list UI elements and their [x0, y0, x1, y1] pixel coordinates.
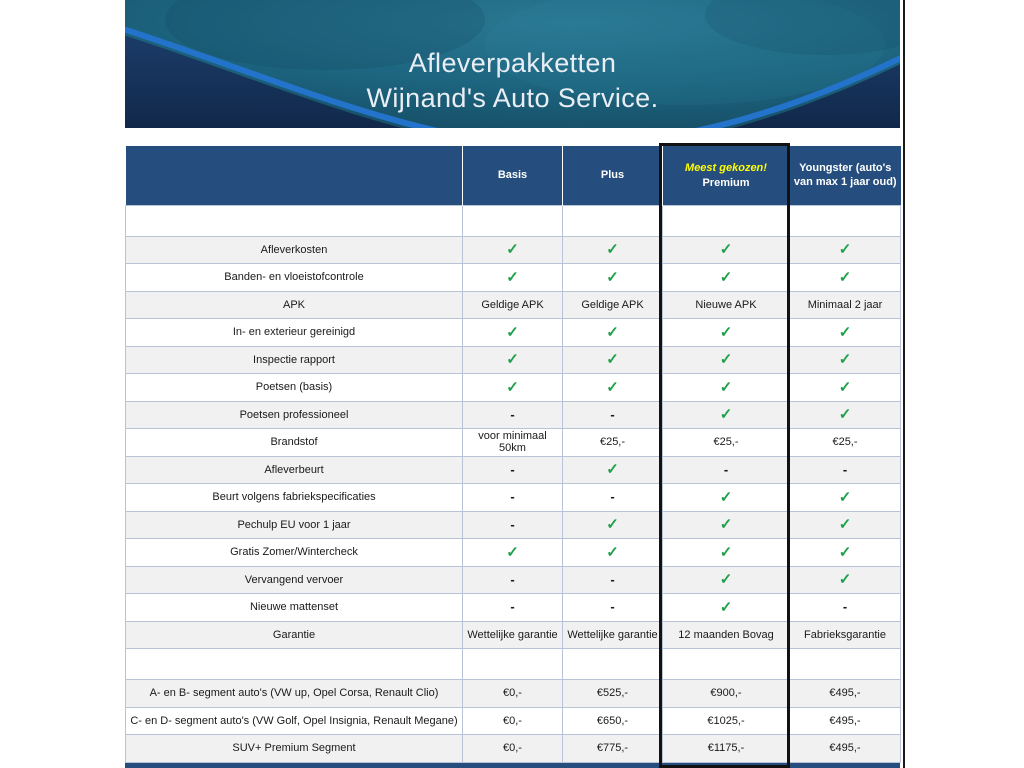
- empty-cell: [126, 205, 463, 236]
- banner-title-line1: Afleverpakketten: [408, 48, 617, 78]
- value-cell: [790, 401, 901, 429]
- text-cell: €775,-: [563, 735, 663, 763]
- check-icon: ✓: [606, 268, 619, 286]
- feature-label: Garantie: [126, 621, 463, 649]
- spacer-row: [126, 649, 901, 680]
- value-cell: [663, 456, 790, 484]
- table-row: [126, 484, 901, 512]
- check-icon: ✓: [719, 516, 733, 534]
- text-cell: €0,-: [463, 735, 563, 763]
- value-cell: [463, 511, 563, 539]
- feature-label: Poetsen professioneel: [126, 401, 463, 429]
- check-icon: ✓: [506, 323, 519, 341]
- table-row: [126, 291, 901, 319]
- table-row: [126, 264, 901, 292]
- dash-icon: -: [510, 461, 515, 477]
- check-icon: ✓: [506, 351, 519, 369]
- value-cell: [790, 511, 901, 539]
- check-icon: ✓: [506, 378, 519, 396]
- value-cell: [663, 264, 790, 292]
- feature-label: Pechulp EU voor 1 jaar: [126, 511, 463, 539]
- table-row: [126, 680, 901, 708]
- check-icon: ✓: [506, 241, 519, 259]
- value-cell: [563, 566, 663, 594]
- feature-label: Brandstof: [126, 429, 463, 457]
- empty-cell: [563, 649, 663, 680]
- text-cell: €1025,-: [663, 707, 790, 735]
- right-edge-line: [903, 0, 905, 768]
- value-cell: [563, 236, 663, 264]
- table-row: [126, 374, 901, 402]
- check-icon: ✓: [506, 543, 519, 561]
- value-cell: [790, 374, 901, 402]
- table-row: [126, 319, 901, 347]
- value-cell: [463, 264, 563, 292]
- value-cell: [463, 401, 563, 429]
- text-cell: Wettelijke garantie: [563, 621, 663, 649]
- feature-label: C- en D- segment auto's (VW Golf, Opel Insignia, Renault Megane): [126, 707, 463, 735]
- value-cell: [790, 264, 901, 292]
- text-cell: Geldige APK: [563, 291, 663, 319]
- text-cell: €495,-: [790, 735, 901, 763]
- check-icon: ✓: [719, 488, 733, 506]
- column-header-youngster: [790, 146, 901, 205]
- text-cell: €0,-: [463, 707, 563, 735]
- dash-icon: -: [510, 599, 515, 615]
- value-cell: [563, 401, 663, 429]
- column-label: Plus: [600, 169, 625, 182]
- check-icon: ✓: [838, 323, 852, 341]
- value-cell: [790, 346, 901, 374]
- check-icon: ✓: [838, 268, 852, 286]
- feature-label: In- en exterieur gereinigd: [126, 319, 463, 347]
- table-row: [126, 346, 901, 374]
- table-row: [126, 429, 901, 457]
- table-row: [126, 566, 901, 594]
- text-cell: Minimaal 2 jaar: [790, 291, 901, 319]
- dash-icon: -: [510, 489, 515, 505]
- text-cell: €650,-: [563, 707, 663, 735]
- text-cell: €25,-: [790, 429, 901, 457]
- value-cell: [563, 484, 663, 512]
- table-row: [126, 735, 901, 763]
- value-cell: [663, 539, 790, 567]
- check-icon: ✓: [838, 571, 852, 589]
- value-cell: [563, 456, 663, 484]
- check-icon: ✓: [719, 543, 733, 561]
- check-icon: ✓: [838, 351, 852, 369]
- value-cell: [463, 594, 563, 622]
- check-icon: ✓: [606, 516, 619, 534]
- dash-icon: -: [723, 461, 729, 477]
- text-cell: €25,-: [663, 429, 790, 457]
- empty-cell: [790, 205, 901, 236]
- check-icon: ✓: [606, 351, 619, 369]
- value-cell: [563, 319, 663, 347]
- check-icon: ✓: [838, 543, 852, 561]
- check-icon: ✓: [606, 323, 619, 341]
- empty-cell: [126, 649, 463, 680]
- text-cell: €0,-: [463, 680, 563, 708]
- dash-icon: -: [610, 571, 615, 587]
- text-cell: Geldige APK: [463, 291, 563, 319]
- column-header-basis: [463, 146, 563, 205]
- check-icon: ✓: [719, 268, 733, 286]
- text-cell: Nieuwe APK: [663, 291, 790, 319]
- value-cell: [790, 456, 901, 484]
- value-cell: [463, 566, 563, 594]
- check-icon: ✓: [606, 543, 619, 561]
- feature-label: Beurt volgens fabriekspecificaties: [126, 484, 463, 512]
- feature-label: Poetsen (basis): [126, 374, 463, 402]
- empty-cell: [663, 205, 790, 236]
- table-row: [126, 511, 901, 539]
- value-cell: [663, 346, 790, 374]
- table-row: [126, 539, 901, 567]
- spacer-row: [126, 205, 901, 236]
- check-icon: ✓: [606, 378, 619, 396]
- value-cell: [790, 539, 901, 567]
- check-icon: ✓: [719, 406, 733, 424]
- empty-cell: [563, 205, 663, 236]
- check-icon: ✓: [719, 378, 733, 396]
- feature-label: SUV+ Premium Segment: [126, 735, 463, 763]
- value-cell: [663, 594, 790, 622]
- value-cell: [563, 594, 663, 622]
- dash-icon: -: [610, 489, 615, 505]
- text-cell: €25,-: [563, 429, 663, 457]
- value-cell: [463, 456, 563, 484]
- text-cell: €495,-: [790, 680, 901, 708]
- column-header-premium: [663, 146, 790, 205]
- feature-label: A- en B- segment auto's (VW up, Opel Corsa, Renault Clio): [126, 680, 463, 708]
- value-cell: [463, 484, 563, 512]
- dash-icon: -: [842, 599, 848, 615]
- value-cell: [563, 374, 663, 402]
- table-row: [126, 594, 901, 622]
- dash-icon: -: [510, 516, 515, 532]
- banner: [125, 0, 900, 128]
- table-row: [126, 621, 901, 649]
- value-cell: [563, 346, 663, 374]
- feature-label: Afleverbeurt: [126, 456, 463, 484]
- feature-label: Inspectie rapport: [126, 346, 463, 374]
- value-cell: [463, 346, 563, 374]
- check-icon: ✓: [606, 461, 619, 479]
- table-row: [126, 401, 901, 429]
- check-icon: ✓: [838, 488, 852, 506]
- dash-icon: -: [510, 406, 515, 422]
- check-icon: ✓: [606, 241, 619, 259]
- check-icon: ✓: [838, 241, 852, 259]
- value-cell: [663, 511, 790, 539]
- empty-cell: [663, 649, 790, 680]
- value-cell: [563, 511, 663, 539]
- value-cell: [663, 566, 790, 594]
- value-cell: [463, 539, 563, 567]
- feature-label: Nieuwe mattenset: [126, 594, 463, 622]
- banner-title-line2: Wijnand's Auto Service.: [366, 83, 659, 113]
- packages-table: [125, 146, 901, 763]
- empty-cell: [463, 205, 563, 236]
- value-cell: [663, 401, 790, 429]
- check-icon: ✓: [838, 516, 852, 534]
- most-chosen-badge: Meest gekozen!: [685, 161, 767, 174]
- header-row: [126, 146, 901, 205]
- check-icon: ✓: [506, 268, 519, 286]
- text-cell: €1175,-: [663, 735, 790, 763]
- packages-table-wrap: [125, 146, 900, 768]
- bottom-bar: [125, 763, 900, 768]
- check-icon: ✓: [719, 598, 733, 616]
- value-cell: [663, 374, 790, 402]
- value-cell: [790, 236, 901, 264]
- text-cell: Fabrieksgarantie: [790, 621, 901, 649]
- feature-label: Afleverkosten: [126, 236, 463, 264]
- feature-label: Banden- en vloeistofcontrole: [126, 264, 463, 292]
- column-label: Basis: [497, 169, 528, 182]
- empty-cell: [463, 649, 563, 680]
- value-cell: [663, 319, 790, 347]
- value-cell: [663, 484, 790, 512]
- dash-icon: -: [610, 599, 615, 615]
- text-cell: €900,-: [663, 680, 790, 708]
- value-cell: [790, 319, 901, 347]
- check-icon: ✓: [719, 571, 733, 589]
- feature-label: APK: [126, 291, 463, 319]
- table-row: [126, 707, 901, 735]
- feature-label: Gratis Zomer/Wintercheck: [126, 539, 463, 567]
- dash-icon: -: [510, 571, 515, 587]
- value-cell: [790, 594, 901, 622]
- value-cell: [463, 374, 563, 402]
- text-cell: voor minimaal 50km: [463, 429, 563, 457]
- value-cell: [463, 236, 563, 264]
- check-icon: ✓: [838, 406, 852, 424]
- text-cell: €525,-: [563, 680, 663, 708]
- table-row: [126, 456, 901, 484]
- column-header-plus: [563, 146, 663, 205]
- value-cell: [790, 566, 901, 594]
- check-icon: ✓: [719, 351, 733, 369]
- check-icon: ✓: [838, 378, 852, 396]
- text-cell: €495,-: [790, 707, 901, 735]
- feature-column-header: [126, 146, 463, 205]
- text-cell: Wettelijke garantie: [463, 621, 563, 649]
- dash-icon: -: [842, 461, 848, 477]
- dash-icon: -: [610, 406, 615, 422]
- value-cell: [563, 539, 663, 567]
- empty-cell: [790, 649, 901, 680]
- check-icon: ✓: [719, 323, 733, 341]
- text-cell: 12 maanden Bovag: [663, 621, 790, 649]
- value-cell: [463, 319, 563, 347]
- value-cell: [663, 236, 790, 264]
- value-cell: [790, 484, 901, 512]
- value-cell: [563, 264, 663, 292]
- table-row: [126, 236, 901, 264]
- feature-label: Vervangend vervoer: [126, 566, 463, 594]
- check-icon: ✓: [719, 241, 733, 259]
- column-label: Premium: [702, 176, 750, 189]
- banner-title: [125, 46, 900, 116]
- column-label: Youngster (auto's van max 1 jaar oud): [793, 162, 897, 189]
